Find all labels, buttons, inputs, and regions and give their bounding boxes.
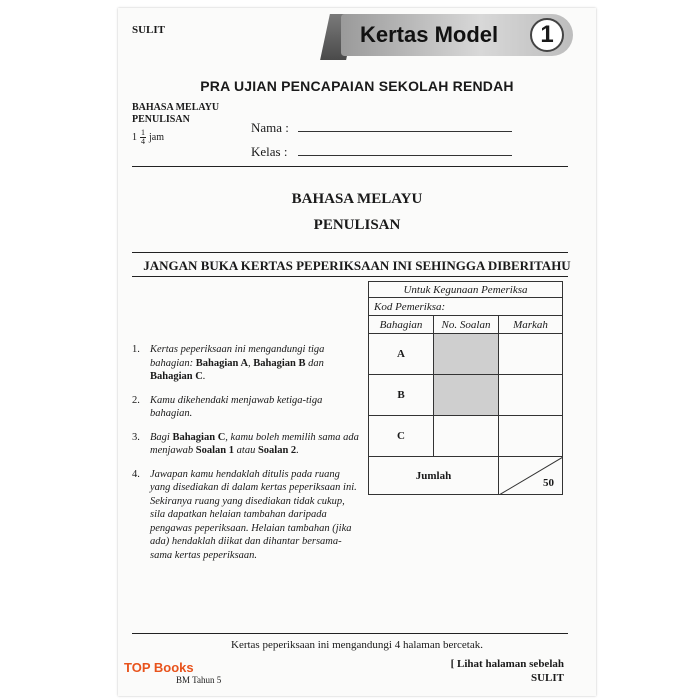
row-label-c: C — [369, 416, 434, 457]
examiner-table — [368, 281, 563, 495]
divider-warning — [132, 276, 568, 277]
cell-markah-b[interactable] — [499, 375, 563, 416]
instruction-number: 1. — [132, 344, 140, 355]
col-no-soalan: No. Soalan — [434, 316, 499, 334]
kelas-label: Kelas : — [251, 144, 288, 159]
cell-soalan-b — [434, 375, 499, 416]
divider-middle — [132, 252, 568, 253]
total-marks: 50 — [543, 477, 554, 489]
duration-whole: 1 — [132, 132, 137, 143]
instruction-text: Jawapan kamu hendaklah ditulis pada ruang yang disediakan di dalam kertas peperiksaan ini. Sekiranya ruang yang disediakan tidak cukup, sila dapatkan helaian tambahan daripada pengawas peperiksaan. Helaian tambahan (jika ada) hendaklah diikat dan dihantar bersama-sama kertas peperiksaan. — [150, 468, 357, 561]
total-diagonal — [499, 457, 563, 495]
col-bahagian: Bahagian — [369, 316, 434, 334]
kelas-field[interactable] — [298, 155, 512, 156]
instruction-item — [132, 431, 362, 458]
footer-code: BM Tahun 5 — [176, 675, 222, 685]
instruction-bold: Bahagian A — [195, 357, 249, 369]
paper-label: PENULISAN — [132, 114, 190, 125]
center-title-paper: PENULISAN — [313, 217, 401, 233]
instruction-bold: Soalan 2 — [257, 445, 297, 456]
instruction-text: Kertas peperiksaan ini mengandungi tiga bahagian: — [150, 344, 325, 369]
warning-text: JANGAN BUKA KERTAS PEPERIKSAAN INI SEHINGGA DIBERITAHU — [143, 258, 571, 273]
fraction-denominator: 4 — [141, 137, 145, 146]
tab-number-badge: 1 — [530, 18, 564, 52]
footer-next-page: [ Lihat halaman sebelah — [450, 658, 564, 670]
instruction-text: , — [248, 357, 254, 369]
instruction-bold: Soalan 1 — [195, 445, 235, 456]
cell-soalan-a — [434, 334, 499, 375]
cell-markah-a[interactable] — [499, 334, 563, 375]
footer-sulit: SULIT — [530, 672, 564, 684]
kod-pemeriksa: Kod Pemeriksa: — [369, 298, 563, 316]
fraction-numerator: 1 — [141, 128, 145, 137]
col-markah: Markah — [499, 316, 563, 334]
topbooks-logo: TOP Books — [124, 660, 194, 675]
instruction-bold: Bahagian C — [150, 371, 203, 382]
cell-markah-c[interactable] — [499, 416, 563, 457]
instruction-item — [132, 468, 362, 563]
instruction-bold: Bahagian B — [253, 357, 306, 369]
duration-fraction — [140, 129, 146, 146]
instruction-item — [132, 343, 362, 384]
footer-pages-note: Kertas peperiksaan ini mengandungi 4 halaman bercetak. — [231, 639, 483, 651]
sulit-label-top: SULIT — [132, 24, 166, 36]
jumlah-total-cell[interactable] — [499, 457, 563, 495]
row-label-a: A — [369, 334, 434, 375]
instruction-text: dan — [305, 357, 324, 369]
instruction-number: 4. — [132, 468, 140, 480]
divider-footer — [132, 633, 568, 634]
instruction-text: Bagi — [150, 431, 173, 443]
center-title-subject: BAHASA MELAYU — [291, 191, 423, 207]
instruction-number: 2. — [132, 394, 140, 406]
duration — [132, 129, 164, 146]
instruction-number: 3. — [132, 431, 140, 443]
jumlah-label: Jumlah — [369, 457, 499, 495]
instructions-list — [132, 343, 362, 572]
row-label-b: B — [369, 375, 434, 416]
instruction-bold: Bahagian C — [172, 431, 226, 443]
instruction-text: , kamu boleh memilih sama ada menjawab — [150, 431, 359, 456]
subject-label: BAHASA MELAYU — [132, 102, 220, 113]
page-heading: PRA UJIAN PENCAPAIAN SEKOLAH RENDAH — [200, 78, 514, 94]
nama-label: Nama : — [251, 120, 289, 135]
instruction-text: . — [296, 445, 299, 456]
divider-top — [132, 166, 568, 167]
tab-title: Kertas Model — [360, 22, 499, 47]
instruction-item — [132, 394, 362, 421]
instruction-text: atau — [234, 445, 258, 456]
instruction-text: . — [202, 371, 206, 382]
instruction-text: Kamu dikehendaki menjawab ketiga-tiga bahagian. — [150, 394, 323, 419]
nama-field[interactable] — [298, 131, 512, 132]
duration-unit: jam — [149, 132, 164, 143]
exam-paper-page — [118, 8, 596, 696]
cell-soalan-c[interactable] — [434, 416, 499, 457]
examiner-table-title: Untuk Kegunaan Pemeriksa — [369, 282, 563, 298]
